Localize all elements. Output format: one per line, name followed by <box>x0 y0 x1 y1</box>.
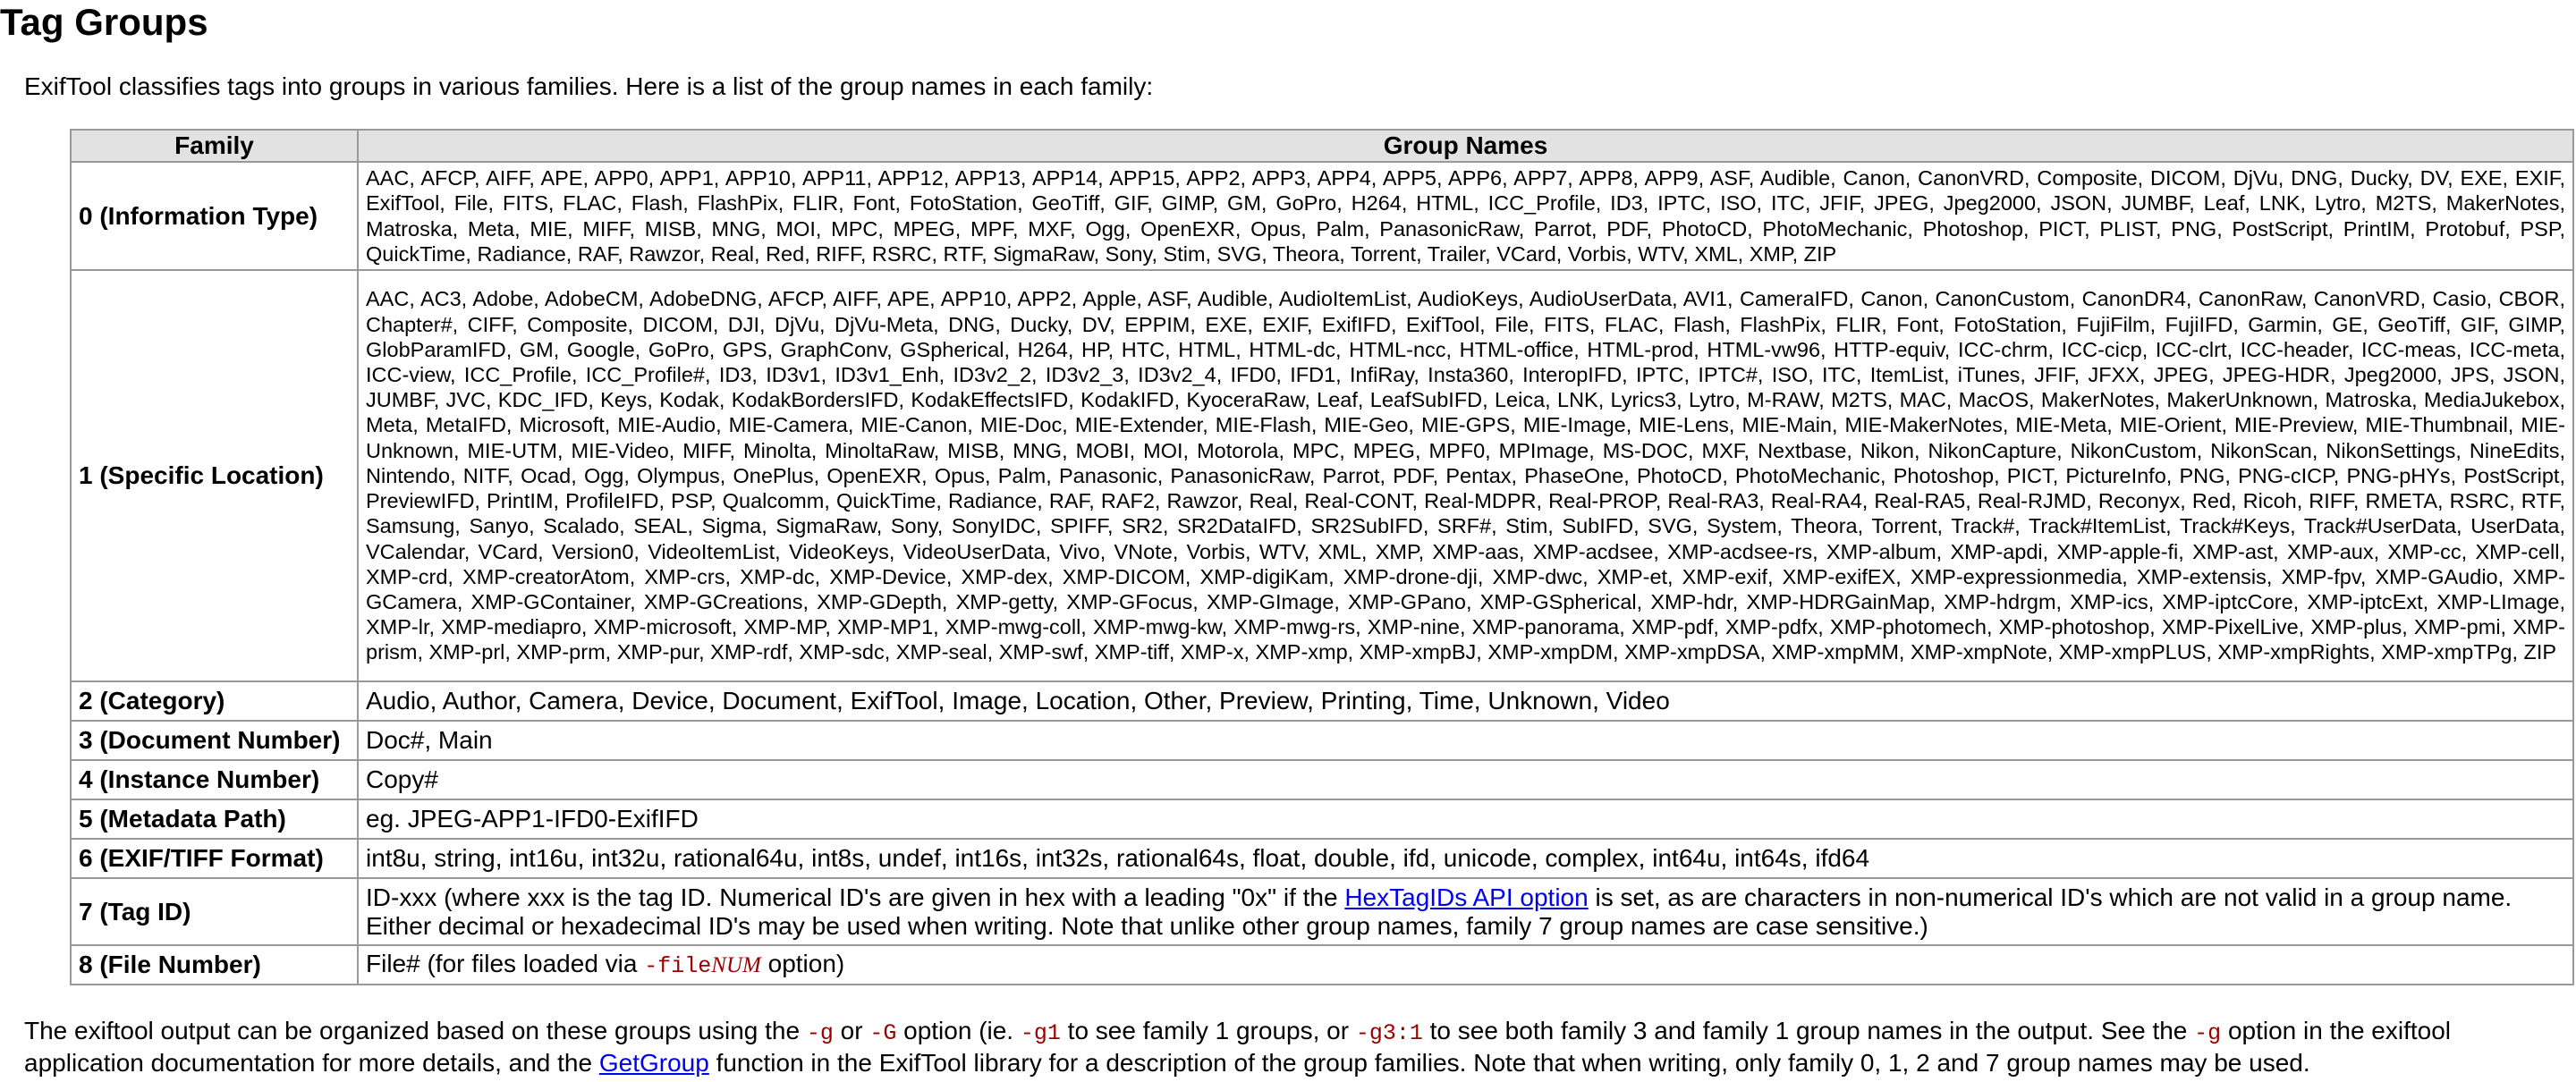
group-names-cell: AAC, AFCP, AIFF, APE, APP0, APP1, APP10, APP11, APP12, APP13, APP14, APP15, APP2, APP3, APP4, APP5, APP6, APP7, APP8, APP9, ASF, Audible, Canon, CanonVRD, Composite, DICOM, DjVu, DNG, Ducky, DV, EXE, EXIF, ExifTool, File, FITS, FLAC, Flash, FlashPix, FLIR, Font, FotoStation, GeoTiff, GIF, GIMP, GM, GoPro, H264, HTML, ICC_Profile, ID3, IPTC, ISO, ITC, JFIF, JPEG, Jpeg2000, JSON, JUMBF, Leaf, LNK, Lytro, M2TS, MakerNotes, Matroska, Meta, MIE, MIFF, MISB, MNG, MOI, MPC, MPEG, MPF, MXF, Ogg, OpenEXR, Opus, Palm, PanasonicRaw, Parrot, PDF, PhotoCD, PhotoMechanic, Photoshop, PICT, PLIST, PNG, PostScript, PrintIM, Protobuf, PSP, QuickTime, Radiance, RAF, Rawzor, Real, Red, RIFF, RSRC, RTF, SigmaRaw, Sony, Stim, SVG, Theora, Torrent, Trailer, VCard, Vorbis, WTV, XML, XMP, ZIP <box>358 162 2573 270</box>
option-g3-1-code: -g3:1 <box>1355 1020 1423 1046</box>
option-g-code-2: -g <box>2194 1020 2222 1046</box>
outro-text: option (ie. <box>896 1017 1021 1044</box>
table-row <box>71 681 2573 721</box>
option-g-code: -g <box>806 1020 834 1046</box>
file-option-code-name: -file <box>644 952 712 979</box>
group-names-cell: eg. JPEG-APP1-IFD0-ExifIFD <box>358 799 2573 839</box>
table-row <box>71 760 2573 799</box>
outro-text: to see family 1 groups, or <box>1060 1017 1356 1044</box>
family-cell: 3 (Document Number) <box>71 721 358 760</box>
table-row <box>71 799 2573 839</box>
column-header-family: Family <box>71 130 358 162</box>
table-header-row <box>71 130 2573 162</box>
outro-text: option in the exiftool application documentation for more details, and the <box>24 1017 2452 1077</box>
family-cell: 4 (Instance Number) <box>71 760 358 799</box>
outro-text: to see both family 3 and family 1 group names in the output. See the <box>1422 1017 2195 1044</box>
table-row <box>71 721 2573 760</box>
column-header-group-names: Group Names <box>358 130 2573 162</box>
table-row <box>71 162 2573 270</box>
group-names-cell: AAC, AC3, Adobe, AdobeCM, AdobeDNG, AFCP, AIFF, APE, APP10, APP2, Apple, ASF, Audible, AudioItemList, AudioKeys, AudioUserData, AVI1, CameraIFD, Canon, CanonCustom, CanonDR4, CanonRaw, CanonVRD, Casio, CBOR, Chapter#, CIFF, Composite, DICOM, DJI, DjVu, DjVu-Meta, DNG, Ducky, DV, EPPIM, EXE, EXIF, ExifIFD, ExifTool, File, FITS, FLAC, Flash, FlashPix, FLIR, Font, FotoStation, FujiFilm, FujiIFD, Garmin, GE, GeoTiff, GIF, GIMP, GlobParamIFD, GM, Google, GoPro, GPS, GraphConv, GSpherical, H264, HP, HTC, HTML, HTML-dc, HTML-ncc, HTML-office, HTML-prod, HTML-vw96, HTTP-equiv, ICC-chrm, ICC-cicp, ICC-clrt, ICC-header, ICC-meas, ICC-meta, ICC-view, ICC_Profile, ICC_Profile#, ID3, ID3v1, ID3v1_Enh, ID3v2_2, ID3v2_3, ID3v2_4, IFD0, IFD1, InfiRay, Insta360, InteropIFD, IPTC, IPTC#, ISO, ITC, ItemList, iTunes, JFIF, JFXX, JPEG, JPEG-HDR, Jpeg2000, JPS, JSON, JUMBF, JVC, KDC_IFD, Keys, Kodak, KodakBordersIFD, KodakEffectsIFD, KodakIFD, KyoceraRaw, Leaf, LeafSubIFD, Leica, LNK, Lyrics3, Lytro, M-RAW, M2TS, MAC, MacOS, MakerNotes, MakerUnknown, Matroska, MediaJukebox, Meta, MetaIFD, Microsoft, MIE-Audio, MIE-Camera, MIE-Canon, MIE-Doc, MIE-Extender, MIE-Flash, MIE-Geo, MIE-GPS, MIE-Image, MIE-Lens, MIE-Main, MIE-MakerNotes, MIE-Meta, MIE-Orient, MIE-Preview, MIE-Thumbnail, MIE-Unknown, MIE-UTM, MIE-Video, MIFF, Minolta, MinoltaRaw, MISB, MNG, MOBI, MOI, Motorola, MPC, MPEG, MPF0, MPImage, MS-DOC, MXF, Nextbase, Nikon, NikonCapture, NikonCustom, NikonScan, NikonSettings, NineEdits, Nintendo, NITF, Ocad, Ogg, Olympus, OnePlus, OpenEXR, Opus, Palm, Panasonic, PanasonicRaw, Parrot, PDF, Pentax, PhaseOne, PhotoCD, PhotoMechanic, Photoshop, PICT, PictureInfo, PNG, PNG-cICP, PNG-pHYs, PostScript, PreviewIFD, PrintIM, ProfileIFD, PSP, Qualcomm, QuickTime, Radiance, RAF, RAF2, Rawzor, Real, Real-CONT, Real-MDPR, Real-PROP, Real-RA3, Real-RA4, Real-RA5, Real-RJMD, Reconyx, Red, Ricoh, RIFF, RMETA, RSRC, RTF, Samsung, Sanyo, Scalado, SEAL, Sigma, SigmaRaw, Sony, SonyIDC, SPIFF, SR2, SR2DataIFD, SR2SubIFD, SRF#, Stim, SubIFD, SVG, System, Theora, Torrent, Track#, Track#ItemList, Track#Keys, Track#UserData, UserData, VCalendar, VCard, Version0, VideoItemList, VideoKeys, VideoUserData, Vivo, VNote, Vorbis, WTV, XML, XMP, XMP-aas, XMP-acdsee, XMP-acdsee-rs, XMP-album, XMP-apdi, XMP-apple-fi, XMP-ast, XMP-aux, XMP-cc, XMP-cell, XMP-crd, XMP-creatorAtom, XMP-crs, XMP-dc, XMP-Device, XMP-dex, XMP-DICOM, XMP-digiKam, XMP-drone-dji, XMP-dwc, XMP-et, XMP-exif, XMP-exifEX, XMP-expressionmedia, XMP-extensis, XMP-fpv, XMP-GAudio, XMP-GCamera, XMP-GContainer, XMP-GCreations, XMP-GDepth, XMP-getty, XMP-GFocus, XMP-GImage, XMP-GPano, XMP-GSpherical, XMP-hdr, XMP-HDRGainMap, XMP-hdrgm, XMP-ics, XMP-iptcCore, XMP-iptcExt, XMP-LImage, XMP-lr, XMP-mediapro, XMP-microsoft, XMP-MP, XMP-MP1, XMP-mwg-coll, XMP-mwg-kw, XMP-mwg-rs, XMP-nine, XMP-panorama, XMP-pdf, XMP-pdfx, XMP-photomech, XMP-photoshop, XMP-PixelLive, XMP-plus, XMP-pmi, XMP-prism, XMP-prl, XMP-prm, XMP-pur, XMP-rdf, XMP-sdc, XMP-seal, XMP-swf, XMP-tiff, XMP-x, XMP-xmp, XMP-xmpBJ, XMP-xmpDM, XMP-xmpDSA, XMP-xmpMM, XMP-xmpNote, XMP-xmpPLUS, XMP-xmpRights, XMP-xmpTPg, ZIP <box>358 270 2573 681</box>
outro-text: function in the ExifTool library for a description of the group families. Note that when writing, only family 0, 1, 2 and 7 group names may be used. <box>708 1049 2310 1077</box>
file-option-code <box>644 953 761 979</box>
tag-groups-table <box>70 129 2574 985</box>
group-names-cell <box>358 945 2573 985</box>
outro-text: The exiftool output can be organized based on these groups using the <box>24 1017 807 1044</box>
group-names-cell: int8u, string, int16u, int32u, rational64u, int8s, undef, int16s, int32s, rational64s, float, double, ifd, unicode, complex, int64u, int64s, ifd64 <box>358 839 2573 878</box>
family-cell: 8 (File Number) <box>71 945 358 985</box>
table-row <box>71 839 2573 878</box>
family-cell: 0 (Information Type) <box>71 162 358 270</box>
family-cell: 1 (Specific Location) <box>71 270 358 681</box>
group-names-cell <box>358 878 2573 945</box>
hextagids-api-option-link[interactable]: HexTagIDs API option <box>1344 883 1589 911</box>
option-G-code: -G <box>869 1020 897 1046</box>
family-cell: 6 (EXIF/TIFF Format) <box>71 839 358 878</box>
file-number-text-after: option) <box>760 949 845 977</box>
file-number-text-before: File# (for files loaded via <box>366 949 645 977</box>
family-cell: 7 (Tag ID) <box>71 878 358 945</box>
getgroup-link[interactable]: GetGroup <box>598 1049 709 1077</box>
tag-id-text-before: ID-xxx (where xxx is the tag ID. Numerical ID's are given in hex with a leading "0x" if the <box>366 883 1345 911</box>
file-option-code-var: NUM <box>711 952 761 977</box>
family-cell: 2 (Category) <box>71 681 358 721</box>
group-names-cell: Copy# <box>358 760 2573 799</box>
outro-paragraph <box>24 1016 2555 1078</box>
intro-paragraph: ExifTool classifies tags into groups in various families. Here is a list of the group names in each family: <box>24 72 1154 100</box>
outro-text: or <box>833 1017 870 1044</box>
table-row <box>71 945 2573 985</box>
option-g1-code: -g1 <box>1020 1020 1061 1046</box>
tag-id-text-after: is set, as are characters in non-numerical ID's which are not valid in a group name. Either decimal or hexadecimal ID's may be used when writing. Note that unlike other group names, family 7 group names are case sensitive.) <box>366 883 2512 940</box>
table-row <box>71 270 2573 681</box>
group-names-cell: Audio, Author, Camera, Device, Document, ExifTool, Image, Location, Other, Preview, Printing, Time, Unknown, Video <box>358 681 2573 721</box>
group-names-cell: Doc#, Main <box>358 721 2573 760</box>
family-cell: 5 (Metadata Path) <box>71 799 358 839</box>
table-row <box>71 878 2573 945</box>
page-title: Tag Groups <box>0 1 208 43</box>
